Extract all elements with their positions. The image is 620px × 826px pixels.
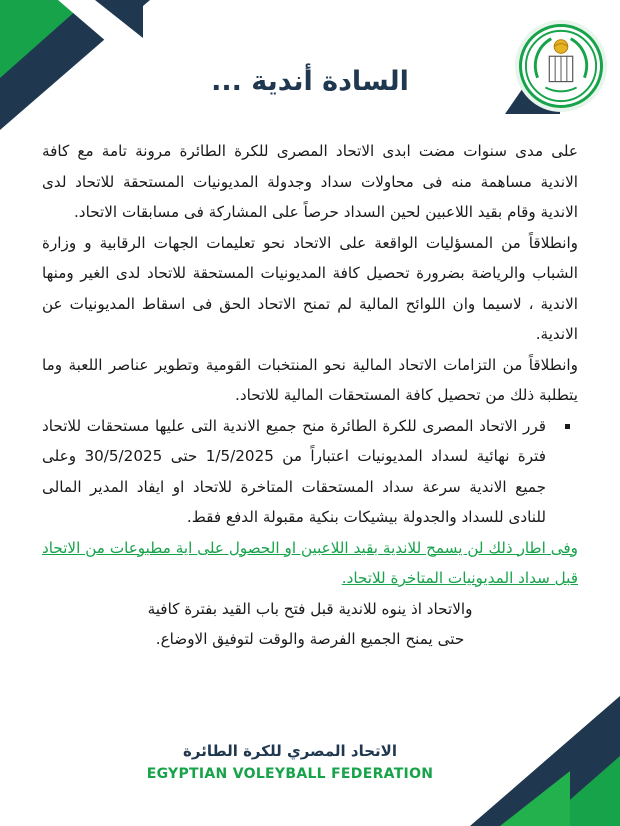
decision-bullet — [42, 411, 578, 533]
signature-english: EGYPTIAN VOLEYBALL FEDERATION — [146, 766, 434, 782]
warning-paragraph: وفى اطار ذلك لن يسمح للاندية بقيد اللاعبين او الحصول على اية مطبوعات من الاتحاد قبل سداد المديونيات المتاخرة للاتحاد. — [42, 538, 578, 587]
decision-text: قرر الاتحاد المصرى للكرة الطائرة منح جميع الاندية التى عليها مستحقات للاتحاد فترة نهائية لسداد المديونيات اعتباراً من 1/5/2025 حتى 30/5/2025 وعلى جميع الاندية سرعة سداد المستحقات المتاخرة للاتحاد او ايفاد المدير المالى للنادى للسداد والجدولة بيشيكات بنكية مقبولة الدفع فقط. — [42, 416, 546, 526]
letter-body — [42, 136, 578, 655]
closing-line-2: حتى يمنح الجميع الفرصة والوقت لتوفيق الاوضاع. — [155, 630, 465, 648]
paragraph-1: على مدى سنوات مضت ابدى الاتحاد المصرى للكرة الطائرة مرونة تامة مع كافة الاندية مساهمة منه فى محاولات سداد وجدولة المديونيات المستحقة للاتحاد لدى الاندية وقام بقيد اللاعبين لحين السداد حرصاً على المشاركة فى مسابقات الاتحاد. — [42, 142, 578, 221]
paragraph-2: وانطلاقاً من المسؤليات الواقعة على الاتحاد نحو تعليمات الجهات الرقابية و وزارة الشباب والرياضة بضرورة تحصيل كافة المديونيات المستحقة للاتحاد لدى الغير ومنها الاندية ، لاسيما وان اللوائح المالية لم تمنح الاتحاد الحق فى اسقاط المديونيات عن الاندية. — [42, 233, 578, 343]
closing-line-1: والاتحاد اذ ينوه للاندية قبل فتح باب القيد بفترة كافية — [147, 599, 473, 618]
bullet-square-icon — [565, 424, 570, 429]
corner-decoration-strip — [95, 0, 143, 38]
paragraph-3: وانطلاقاً من التزامات الاتحاد المالية نحو المنتخبات القومية وتطوير عناصر اللعبة وما يتطلبة ذلك من تحصيل كافة المستحقات المالية للاتحاد. — [42, 355, 578, 404]
signature-arabic: الاتحاد المصري للكرة الطائرة — [183, 742, 397, 760]
page-title: السادة أندية ... — [211, 66, 409, 97]
